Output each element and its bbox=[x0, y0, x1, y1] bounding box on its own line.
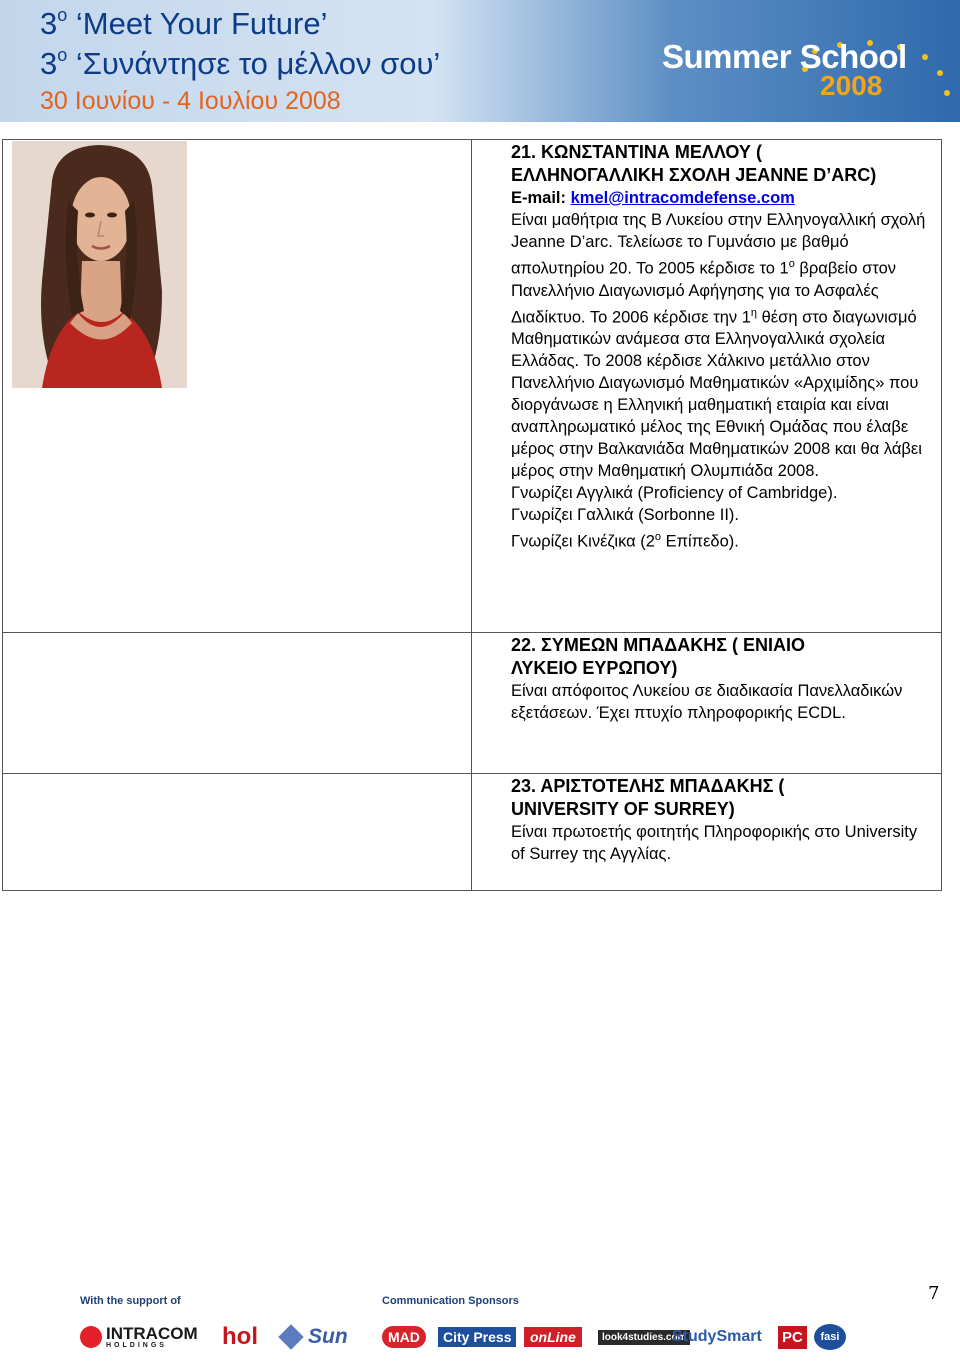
student-photo bbox=[12, 141, 187, 388]
logo-year: 2008 bbox=[820, 70, 883, 101]
mad-logo: MAD bbox=[382, 1322, 426, 1352]
sponsors-label: Communication Sponsors bbox=[382, 1295, 519, 1307]
table-row-divider bbox=[2, 773, 942, 774]
studysmart-logo: StudySmart bbox=[672, 1328, 762, 1345]
entry-name: 22. ΣΥΜΕΩΝ ΜΠΑΔΑΚΗΣ ( ΕΝΙΑΙΟ ΛΥΚΕΙΟ ΕΥΡΩΠΟΥ) bbox=[511, 635, 805, 678]
entry-bio: Είναι μαθήτρια της Β Λυκείου στην Ελληνογαλλική σχολή Jeanne D’arc. Τελείωσε το Γυμνάσιο με βαθμό απολυτηρίου 20. Το 2005 κέρδισε το $1^o$ βραβείο στον Πανελλήνιο Διαγωνισμό Αφήγησης για το Ασφαλές Διαδίκτυο. Το 2006 κέρδισε την $1^\eta$ θέση στο διαγωνισμό Μαθηματικών ανάμεσα στα Ελληνογαλλικά σχολεία Ελλάδας. Το 2008 κέρδισε Χάλκινο μετάλλιο στον Πανελλήνιο Διαγωνισμό Μαθηματικών «Αρχιμίδης» που διοργάνωσε η Ελληνική μαθηματική εταιρία και είναι αναπληρωματικό μέλος της Εθνική Ομάδας που έλαβε μέρος στην Βαλκανιάδα Μαθηματικών 2008 και θα λάβει μέρος στην Μαθηματική Ολυμπιάδα 2008. bbox=[511, 211, 926, 480]
header-title-greek: $3^o$ ‘Συνάντησε το μέλλον σου’ bbox=[40, 45, 441, 81]
table-column-divider bbox=[471, 139, 472, 891]
email-link[interactable]: kmel@intracomdefense.com bbox=[570, 189, 795, 207]
entry-bio: Είναι απόφοιτος Λυκείου σε διαδικασία Πανελλαδικών εξετάσεων. Έχει πτυχίο πληροφορικής ECDL. bbox=[511, 682, 903, 722]
entry-name: 21. ΚΩΝΣΤΑΝΤΙΝΑ ΜΕΛΛΟΥ ( ΕΛΛΗΝΟΓΑΛΛΙΚΗ ΣΧΟΛΗ JEANNE D’ARC) bbox=[511, 142, 877, 185]
look4studies-logo: look4studies.com bbox=[598, 1322, 690, 1352]
city-press-logo: City Press bbox=[438, 1322, 516, 1352]
table-row-divider bbox=[2, 632, 942, 633]
email-line: E-mail: kmel@intracomdefense.com bbox=[511, 189, 795, 207]
header-title-english: $3^o$ ‘Meet Your Future’ bbox=[40, 5, 328, 41]
summer-school-logo bbox=[662, 38, 960, 122]
profile-entry-21 bbox=[511, 141, 931, 553]
online-logo: onLine bbox=[524, 1322, 582, 1352]
header-dates: 30 Ιουνίου - 4 Ιουλίου 2008 bbox=[40, 87, 341, 115]
page-number: 7 bbox=[928, 1283, 940, 1304]
language-line: Γνωρίζει Αγγλικά (Proficiency of Cambridge). bbox=[511, 484, 838, 502]
logo-text: Summer School bbox=[662, 38, 907, 75]
pc-magazine-logo: PC bbox=[778, 1322, 807, 1352]
profile-entry-22 bbox=[511, 634, 931, 724]
language-line: Γνωρίζει Γαλλικά (Sorbonne II). bbox=[511, 506, 740, 524]
hol-logo: hol bbox=[222, 1323, 258, 1350]
intracom-logo: INTRACOM HOLDINGS bbox=[80, 1322, 198, 1352]
entry-name: 23. ΑΡΙΣΤΟΤΕΛΗΣ ΜΠΑΔΑΚΗΣ ( UNIVERSITY OF SURREY) bbox=[511, 776, 785, 819]
sun-logo: Sun bbox=[282, 1322, 348, 1352]
header-banner bbox=[0, 0, 960, 122]
profile-entry-23 bbox=[511, 775, 931, 865]
language-line: Γνωρίζει Κινέζικα ($2^o$ Επίπεδο). bbox=[511, 531, 739, 551]
fasi-logo: fasi bbox=[814, 1322, 846, 1352]
support-label: With the support of bbox=[80, 1295, 181, 1307]
entry-bio: Είναι πρωτοετής φοιτητής Πληροφορικής στο University of Surrey της Αγγλίας. bbox=[511, 823, 918, 863]
